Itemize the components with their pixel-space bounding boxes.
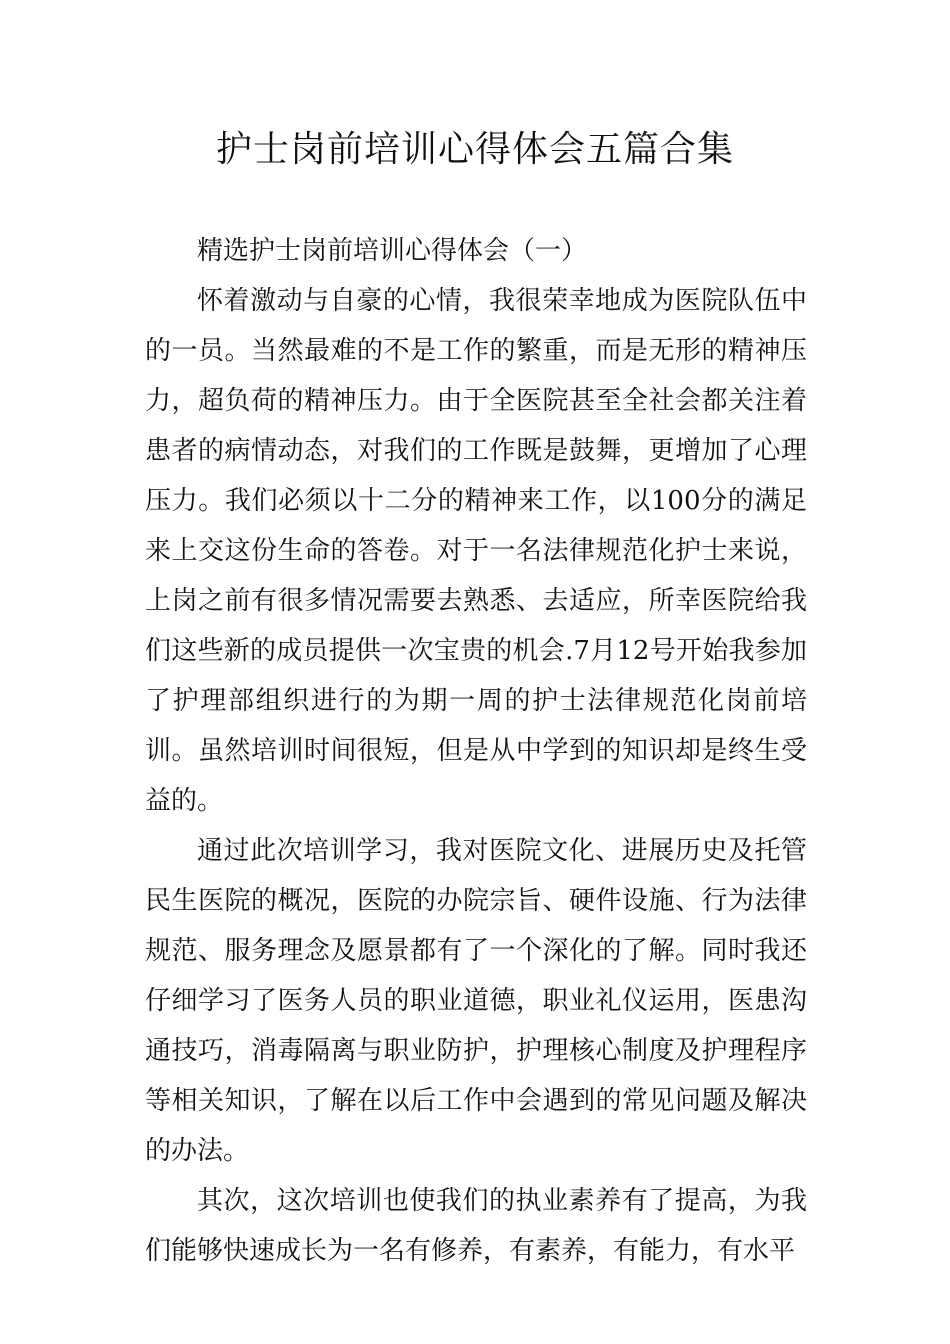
paragraph-3: 其次，这次培训也使我们的执业素养有了提高，为我们能够快速成长为一名有修养，有素养，有能力，有水平 <box>145 1186 807 1266</box>
document-body <box>145 226 807 1276</box>
document-title: 护士岗前培训心得体会五篇合集 <box>215 129 734 170</box>
paragraph-1: 怀着激动与自豪的心情，我很荣幸地成为医院队伍中的一员。当然最难的不是工作的繁重，而是无形的精神压力，超负荷的精神压力。由于全医院甚至全社会都关注着患者的病情动态，对我们的工作既是鼓舞，更增加了心理压力。我们必须以十二分的精神来工作，以100分的满足来上交这份生命的答卷。对于一名法律规范化护士来说，上岗之前有很多情况需要去熟悉、去适应，所幸医院给我们这些新的成员提供一次宝贵的机会.7月12号开始我参加了护理部组织进行的为期一周的护士法律规范化岗前培训。虽然培训时间很短，但是从中学到的知识却是终生受益的。 <box>145 286 807 816</box>
paragraph-2: 通过此次培训学习，我对医院文化、进展历史及托管民生医院的概况，医院的办院宗旨、硬件设施、行为法律规范、服务理念及愿景都有了一个深化的了解。同时我还仔细学习了医务人员的职业道德，职业礼仪运用，医患沟通技巧，消毒隔离与职业防护，护理核心制度及护理程序等相关知识，了解在以后工作中会遇到的常见问题及解决的办法。 <box>145 836 807 1166</box>
section-heading: 精选护士岗前培训心得体会（一） <box>197 236 588 266</box>
